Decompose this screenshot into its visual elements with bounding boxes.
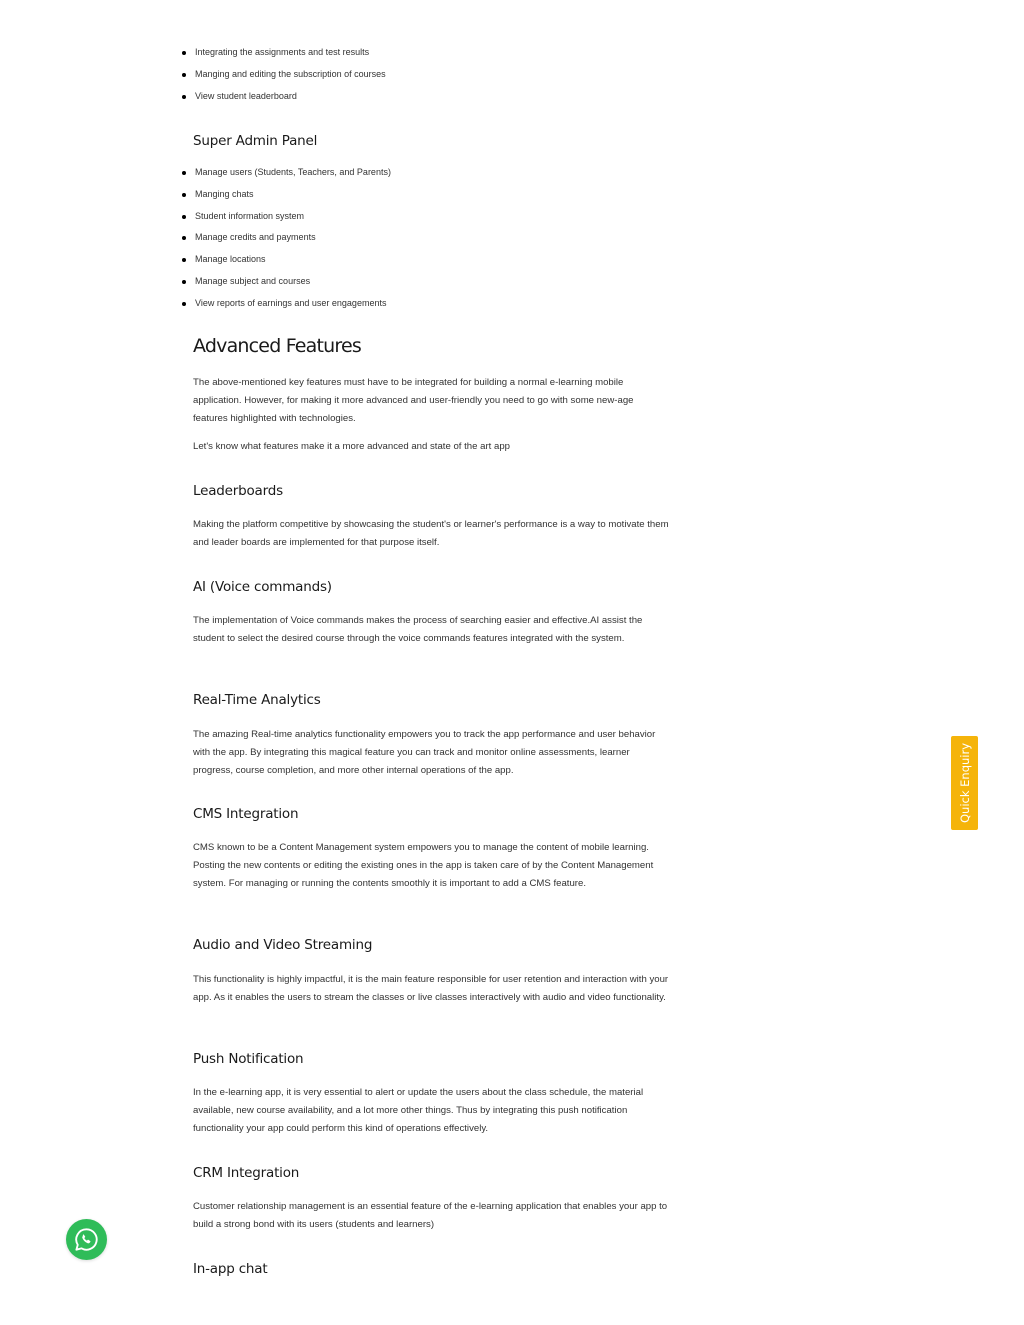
section-text-cms-integration: CMS known to be a Content Management system empowers you to manage the content of mobile learning. Posting the new contents or editing the existing ones in the app is taken care of by the Content Management system. For managing or running the contents smoothly it is important to add a CMS feature. xyxy=(193,842,654,889)
quick-enquiry-button[interactable] xyxy=(951,736,978,830)
section-text-audio-video-streaming: This functionality is highly impactful, it is the main feature responsible for user retention and interaction with your app. As it enables the users to stream the classes or live classes interactively with audio and video functionality. xyxy=(193,974,669,1003)
whatsapp-icon xyxy=(74,1227,99,1252)
list-item: Manging chats xyxy=(182,184,391,206)
list-item: Manage credits and payments xyxy=(182,227,391,249)
list-item: Manage subject and courses xyxy=(182,271,391,293)
list-item: Manging and editing the subscription of courses xyxy=(182,64,386,86)
section-heading-push-notification: Push Notification xyxy=(193,1051,304,1067)
intro-list xyxy=(182,42,386,107)
super-admin-list xyxy=(182,162,391,315)
section-heading-voice-commands: AI (Voice commands) xyxy=(193,579,332,595)
section-text-real-time-analytics: The amazing Real-time analytics functionality empowers you to track the app performance and user behavior with the app. By integrating this magical feature you can track and monitor online assessments, learner progress, course completion, and more other internal operations of the app. xyxy=(193,729,656,776)
list-item: Manage locations xyxy=(182,249,391,271)
section-heading-real-time-analytics: Real-Time Analytics xyxy=(193,692,321,708)
advanced-features-heading: Advanced Features xyxy=(193,335,361,357)
super-admin-heading: Super Admin Panel xyxy=(193,133,318,149)
section-heading-in-app-chat: In-app chat xyxy=(193,1261,268,1277)
section-heading-audio-video-streaming: Audio and Video Streaming xyxy=(193,937,373,953)
list-item: Student information system xyxy=(182,206,391,228)
list-item: Integrating the assignments and test results xyxy=(182,42,386,64)
section-text-voice-commands: The implementation of Voice commands makes the process of searching easier and effective.AI assist the student to select the desired course through the voice commands features integrated with the system. xyxy=(193,615,643,644)
list-item: View student leaderboard xyxy=(182,86,386,108)
whatsapp-chat-button[interactable] xyxy=(66,1219,107,1260)
section-text-push-notification: In the e-learning app, it is very essential to alert or update the users about the class schedule, the material available, new course availability, and a lot more other things. Thus by integrating this push notification functionality your app could perform this kind of operations effectively. xyxy=(193,1087,644,1134)
advanced-lead-paragraph: Let's know what features make it a more advanced and state of the art app xyxy=(193,441,511,452)
quick-enquiry-label: Quick Enquiry xyxy=(957,742,972,824)
section-text-leaderboards: Making the platform competitive by showcasing the student's or learner's performance is a way to motivate them and leader boards are implemented for that purpose itself. xyxy=(193,519,669,548)
section-text-crm-integration: Customer relationship management is an essential feature of the e-learning application that enables your app to build a strong bond with its users (students and learners) xyxy=(193,1201,668,1230)
section-heading-crm-integration: CRM Integration xyxy=(193,1165,300,1181)
section-heading-cms-integration: CMS Integration xyxy=(193,806,299,822)
list-item: View reports of earnings and user engagements xyxy=(182,293,391,315)
section-heading-leaderboards: Leaderboards xyxy=(193,483,283,499)
advanced-intro-paragraph: The above-mentioned key features must have to be integrated for building a normal e-learning mobile application. However, for making it more advanced and user-friendly you need to go with some new-age features highlighted with technologies. xyxy=(193,377,634,424)
list-item: Manage users (Students, Teachers, and Parents) xyxy=(182,162,391,184)
